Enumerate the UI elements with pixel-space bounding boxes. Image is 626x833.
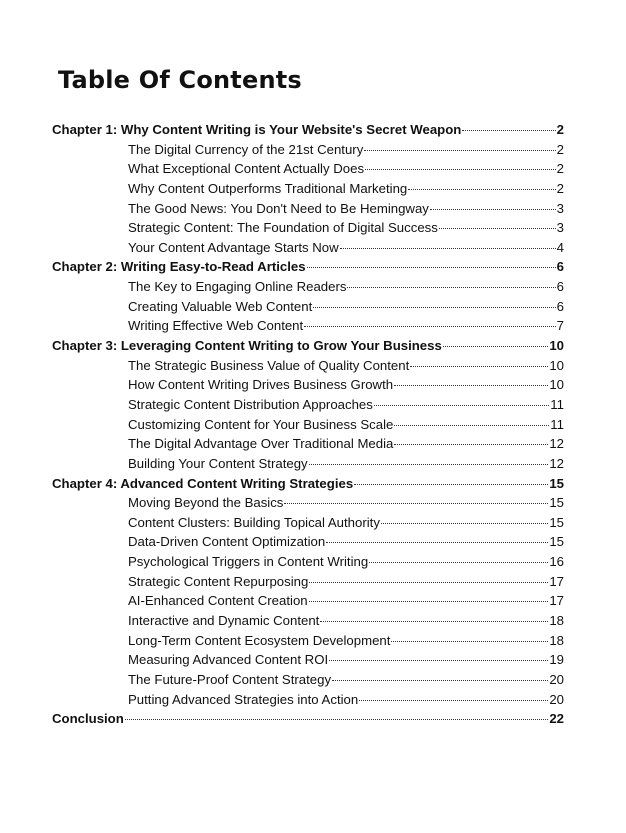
toc-page-number: 7	[556, 318, 564, 334]
dot-leader	[374, 405, 549, 406]
dot-leader	[309, 601, 549, 602]
dot-leader	[326, 542, 548, 543]
toc-entry-label: The Key to Engaging Online Readers	[128, 279, 347, 295]
toc-section-entry[interactable]	[52, 650, 564, 670]
toc-page-number: 2	[556, 122, 564, 137]
dot-leader	[309, 582, 548, 583]
toc-chapter-entry[interactable]	[52, 336, 564, 356]
page-title: Table Of Contents	[58, 66, 302, 94]
dot-leader	[381, 523, 548, 524]
toc-entry-label: Content Clusters: Building Topical Authority	[128, 514, 380, 530]
toc-page-number: 10	[549, 338, 564, 354]
toc-entry-label: The Digital Currency of the 21st Century	[128, 141, 364, 157]
toc-entry-label: Customizing Content for Your Business Scale	[128, 416, 394, 432]
toc-entry-label: Putting Advanced Strategies into Action	[128, 691, 359, 707]
toc-section-entry[interactable]	[52, 238, 564, 258]
toc-page-number: 11	[550, 416, 564, 432]
toc-entry-label: Chapter 3: Leveraging Content Writing to Grow Your Business	[52, 338, 442, 354]
toc-entry-label: Why Content Outperforms Traditional Marketing	[128, 180, 408, 196]
dot-leader	[439, 228, 556, 229]
dot-leader	[125, 719, 549, 720]
toc-page-number: 6	[556, 259, 564, 275]
toc-entry-label: Your Content Advantage Starts Now	[128, 239, 339, 255]
toc-section-entry[interactable]	[52, 611, 564, 631]
dot-leader	[365, 169, 556, 170]
toc-section-entry[interactable]	[52, 513, 564, 533]
toc-section-entry[interactable]	[52, 179, 564, 199]
toc-page-number: 2	[556, 180, 564, 196]
toc-entry-label: Strategic Content Distribution Approaches	[128, 396, 373, 412]
toc-section-entry[interactable]	[52, 552, 564, 572]
toc-section-entry[interactable]	[52, 670, 564, 690]
toc-page-number: 4	[556, 239, 564, 255]
toc-entry-label: The Future-Proof Content Strategy	[128, 671, 332, 687]
toc-list	[52, 120, 564, 729]
dot-leader	[304, 326, 555, 327]
toc-entry-label: Chapter 4: Advanced Content Writing Strategies	[52, 475, 354, 491]
toc-page-number: 18	[549, 632, 564, 648]
toc-section-entry[interactable]	[52, 690, 564, 710]
toc-page-number: 20	[549, 671, 564, 687]
toc-section-entry[interactable]	[52, 572, 564, 592]
toc-entry-label: Measuring Advanced Content ROI	[128, 652, 329, 668]
dot-leader	[394, 425, 549, 426]
toc-page-number: 18	[549, 613, 564, 629]
toc-section-entry[interactable]	[52, 297, 564, 317]
toc-page-number: 17	[549, 573, 564, 589]
toc-section-entry[interactable]	[52, 140, 564, 160]
toc-entry-label: Strategic Content: The Foundation of Digital Success	[128, 220, 438, 236]
dot-leader	[332, 680, 548, 681]
dot-leader	[340, 248, 556, 249]
toc-page-number: 19	[549, 652, 564, 668]
toc-entry-label: Psychological Triggers in Content Writing	[128, 554, 369, 570]
dot-leader	[410, 366, 548, 367]
toc-page-number: 3	[556, 220, 564, 236]
toc-page-number: 11	[550, 396, 564, 412]
toc-page-number: 10	[549, 377, 564, 393]
toc-entry-label: The Good News: You Don't Need to Be Hemingway	[128, 200, 429, 216]
toc-section-entry[interactable]	[52, 199, 564, 219]
toc-entry-label: Chapter 2: Writing Easy-to-Read Articles	[52, 259, 306, 275]
toc-section-entry[interactable]	[52, 591, 564, 611]
toc-page-number: 3	[556, 200, 564, 216]
dot-leader	[313, 307, 555, 308]
toc-page-number: 6	[556, 298, 564, 314]
toc-entry-label: Long-Term Content Ecosystem Development	[128, 632, 391, 648]
dot-leader	[462, 130, 555, 131]
dot-leader	[347, 287, 555, 288]
dot-leader	[408, 189, 555, 190]
toc-section-entry[interactable]	[52, 356, 564, 376]
toc-entry-label: Moving Beyond the Basics	[128, 495, 284, 511]
toc-section-entry[interactable]	[52, 395, 564, 415]
dot-leader	[430, 209, 556, 210]
toc-entry-label: What Exceptional Content Actually Does	[128, 161, 365, 177]
toc-page-number: 10	[549, 357, 564, 373]
dot-leader	[354, 484, 548, 485]
toc-section-entry[interactable]	[52, 631, 564, 651]
toc-chapter-entry[interactable]	[52, 474, 564, 494]
toc-chapter-entry[interactable]	[52, 257, 564, 277]
toc-entry-label: Building Your Content Strategy	[128, 455, 308, 471]
toc-page-number: 6	[556, 279, 564, 295]
dot-leader	[443, 346, 549, 347]
toc-page-number: 15	[549, 534, 564, 550]
toc-entry-label: Data-Driven Content Optimization	[128, 534, 326, 550]
toc-entry-label: Conclusion	[52, 711, 124, 727]
dot-leader	[364, 150, 555, 151]
toc-entry-label: Writing Effective Web Content	[128, 318, 304, 334]
toc-page-number: 2	[556, 161, 564, 177]
toc-section-entry[interactable]	[52, 277, 564, 297]
toc-entry-label: AI-Enhanced Content Creation	[128, 593, 308, 609]
toc-page-number: 17	[549, 593, 564, 609]
toc-section-entry[interactable]	[52, 532, 564, 552]
dot-leader	[320, 621, 548, 622]
dot-leader	[307, 267, 556, 268]
dot-leader	[359, 700, 548, 701]
toc-section-entry[interactable]	[52, 316, 564, 336]
toc-page-number: 15	[549, 495, 564, 511]
toc-entry-label: Creating Valuable Web Content	[128, 298, 313, 314]
dot-leader	[329, 660, 548, 661]
toc-page-number: 22	[549, 711, 564, 727]
dot-leader	[394, 385, 548, 386]
dot-leader	[284, 503, 548, 504]
toc-entry-label: The Digital Advantage Over Traditional Media	[128, 436, 394, 452]
toc-page-number: 12	[549, 455, 564, 471]
toc-section-entry[interactable]	[52, 159, 564, 179]
dot-leader	[309, 464, 549, 465]
toc-page-number: 15	[549, 514, 564, 530]
toc-entry-label: How Content Writing Drives Business Growth	[128, 377, 394, 393]
toc-section-entry[interactable]	[52, 415, 564, 435]
toc-entry-label: Chapter 1: Why Content Writing is Your Website's Secret Weapon	[52, 122, 462, 137]
toc-chapter-entry[interactable]	[52, 120, 564, 140]
toc-page-number: 15	[549, 475, 564, 491]
toc-section-entry[interactable]	[52, 493, 564, 513]
dot-leader	[394, 444, 548, 445]
toc-entry-label: Strategic Content Repurposing	[128, 573, 309, 589]
dot-leader	[391, 641, 548, 642]
toc-entry-label: Interactive and Dynamic Content	[128, 613, 320, 629]
toc-section-entry[interactable]	[52, 454, 564, 474]
toc-page-number: 2	[556, 141, 564, 157]
toc-section-entry[interactable]	[52, 218, 564, 238]
toc-chapter-entry[interactable]	[52, 709, 564, 729]
toc-page-number: 20	[549, 691, 564, 707]
toc-entry-label: The Strategic Business Value of Quality Content	[128, 357, 410, 373]
toc-page-number: 16	[549, 554, 564, 570]
toc-page-number: 12	[549, 436, 564, 452]
toc-section-entry[interactable]	[52, 434, 564, 454]
dot-leader	[369, 562, 548, 563]
toc-section-entry[interactable]	[52, 375, 564, 395]
